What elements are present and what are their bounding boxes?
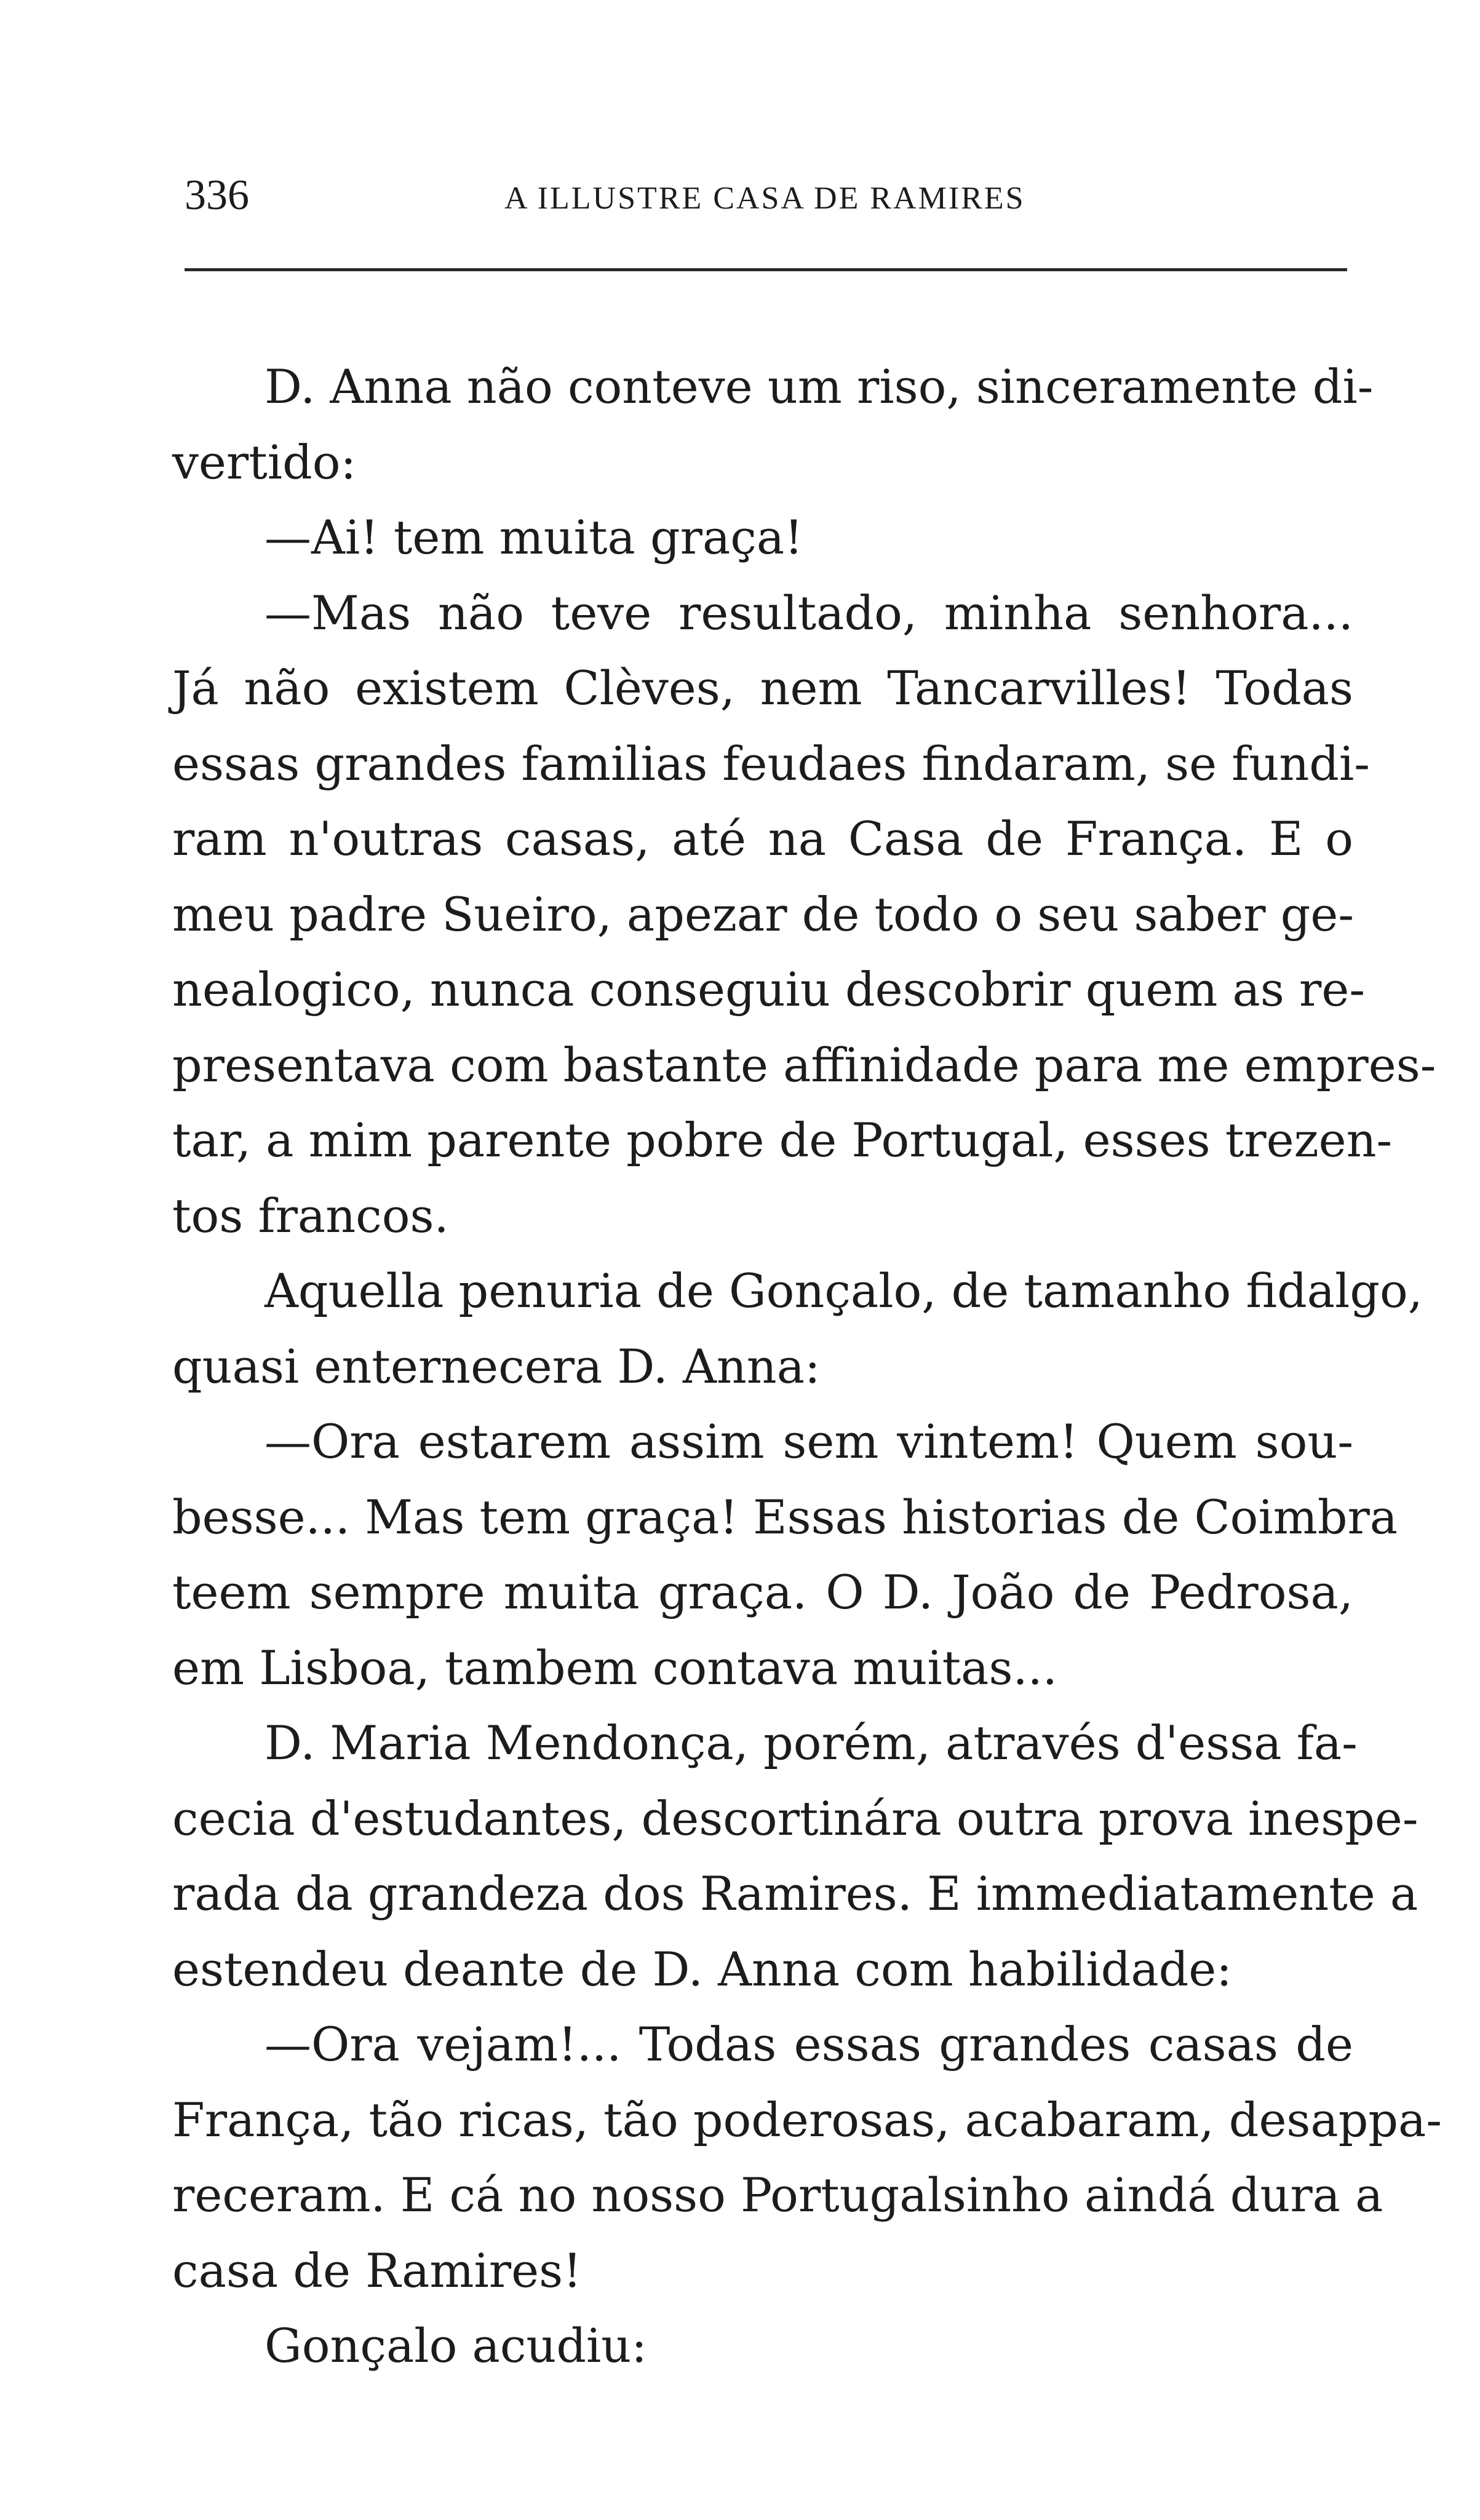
text-line: D. Anna não conteve um riso, sinceramente di-	[265, 359, 1374, 414]
text-line: vertido:	[172, 434, 357, 490]
running-title: A ILLUSTRE CASA DE RAMIRES	[504, 181, 1025, 216]
text-line: besse... Mas tem graça! Essas historias de Coimbra	[172, 1489, 1398, 1544]
text-line: tos francos.	[172, 1188, 449, 1243]
text-line: tar, a mim parente pobre de Portugal, esses trezen-	[172, 1113, 1393, 1167]
text-line: D. Maria Mendonça, porém, através d'essa fa-	[265, 1715, 1358, 1770]
text-line: teem sempre muita graça. O D. João de Pedrosa,	[172, 1565, 1353, 1620]
text-line: presentava com bastante affinidade para me empres-	[172, 1037, 1436, 1092]
text-line: —Ora vejam!... Todas essas grandes casas de	[265, 2017, 1353, 2072]
header-rule	[185, 268, 1347, 271]
text-line: meu padre Sueiro, apezar de todo o seu saber ge-	[172, 886, 1355, 942]
text-line: cecia d'estudantes, descortinára outra prova inespe-	[172, 1791, 1418, 1846]
text-line: França, tão ricas, tão poderosas, acabaram, desappa-	[172, 2092, 1442, 2147]
text-line: Gonçalo acudiu:	[265, 2318, 647, 2373]
text-line: Já não existem Clèves, nem Tancarvilles! Todas	[172, 661, 1353, 715]
text-line: receram. E cá no nosso Portugalsinho aindá dura a	[172, 2168, 1383, 2222]
text-line: rada da grandeza dos Ramires. E immediatamente a	[172, 1866, 1418, 1921]
text-line: nealogico, nunca conseguiu descobrir quem as re-	[172, 962, 1366, 1017]
text-line: estendeu deante de D. Anna com habilidade:	[172, 1941, 1232, 1997]
text-line: —Mas não teve resultado, minha senhora...	[265, 585, 1353, 640]
text-line: ram n'outras casas, até na Casa de França. E o	[172, 811, 1353, 866]
body-text	[172, 349, 1442, 2384]
text-line: quasi enternecera D. Anna:	[172, 1338, 821, 1394]
text-line: —Ora estarem assim sem vintem! Quem sou-	[265, 1414, 1353, 1469]
text-line: Aquella penuria de Gonçalo, de tamanho fidalgo,	[265, 1263, 1423, 1318]
page-number: 336	[185, 172, 249, 219]
page-header	[185, 165, 1353, 226]
text-line: em Lisboa, tambem contava muitas...	[172, 1640, 1057, 1695]
text-line: —Ai! tem muita graça!	[265, 510, 803, 565]
text-line: casa de Ramires!	[172, 2243, 582, 2298]
text-line: essas grandes familias feudaes findaram, se fundi-	[172, 736, 1370, 791]
